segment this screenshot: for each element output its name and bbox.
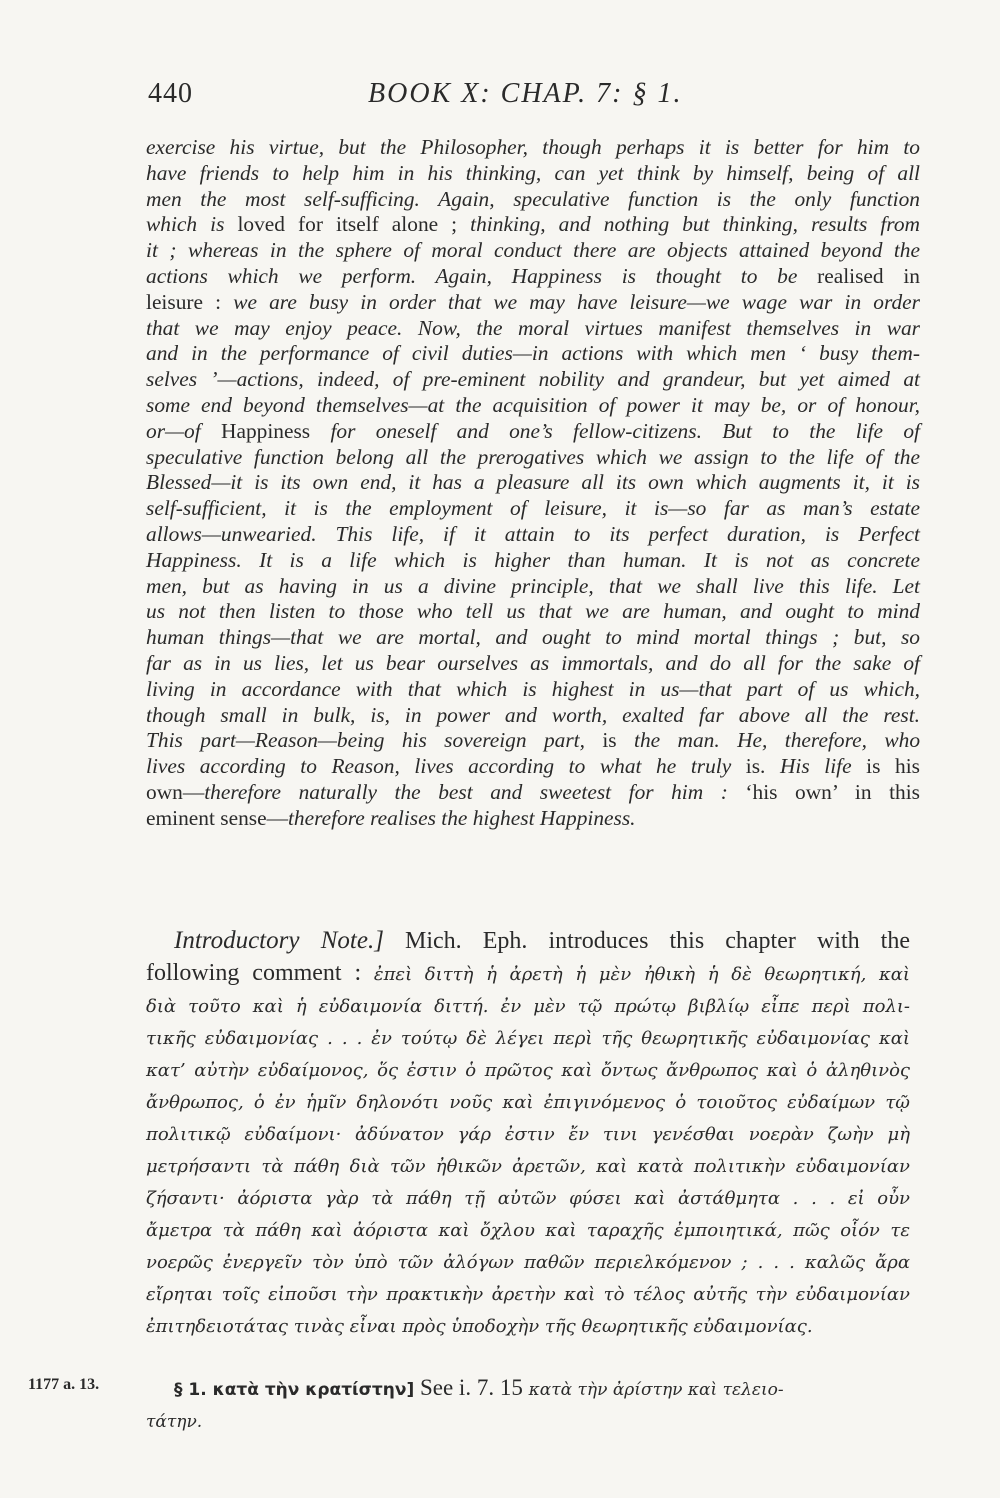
- text-line: that we may enjoy peace. Now, the moral virtues manifest themselves in war: [146, 315, 920, 340]
- greek-text: ἐπεὶ διττὴ ἡ ἀρετὴ ἡ μὲν ἠθικὴ ἡ δὲ θεωρητική, καὶ: [361, 964, 910, 985]
- text-segment: which is: [146, 212, 225, 237]
- greek-line: ἄνθρωπος, ὁ ἐν ἡμῖν δηλονότι νοῦς καὶ ἐπιγινόμενος ὁ τοιοῦτος εὐδαίμων τῷ: [146, 1092, 910, 1113]
- text-segment: eminent sense—: [146, 805, 288, 830]
- text-line: and in the performance of civil duties—in actions with which men ‘ busy them-: [146, 341, 920, 366]
- greek-line: πολιτικῷ εὐδαίμονι· ἀδύνατον γάρ ἐστιν ἔν τινι γενέσθαι νοερὰν ζωὴν μὴ: [146, 1124, 910, 1145]
- text-segment: is.: [731, 754, 780, 779]
- text-line: it ; whereas in the sphere of moral conduct there are objects attained beyond the: [146, 238, 920, 263]
- text-segment: actions which we perform. Again, Happiness is thought to be: [146, 263, 798, 288]
- note-text: Mich. Eph. introduces this chapter with the: [383, 928, 910, 954]
- lemma: § 1. κατὰ τὴν κρατίστην]: [174, 1380, 415, 1400]
- text-line: Happiness. It is a life which is higher than human. It is not as concrete: [146, 547, 920, 572]
- text-segment: we are busy in order that we may have leisure—we wage war in order: [233, 289, 920, 314]
- text-segment: His life: [779, 754, 852, 779]
- note-line: [146, 957, 910, 991]
- text-line: far as in us lies, let us bear ourselves as immortals, and do all for the sake of: [146, 650, 920, 675]
- text-line: [146, 290, 920, 316]
- page-header: [0, 78, 1000, 118]
- greek-line: τικῆς εὐδαιμονίας . . . ἐν τούτῳ δὲ λέγει περὶ τῆς θεωρητικῆς εὐδαιμονίας καὶ: [146, 1028, 910, 1049]
- greek-line: νοερῶς ἐνεργεῖν τὸν ὑπὸ τῶν ἀλόγων παθῶν περιελκόμενον ; . . . καλῶς ἄρα: [146, 1252, 910, 1273]
- text-segment: is: [584, 728, 635, 753]
- text-line: have friends to help him in his thinking, can yet think by himself, being of all: [146, 160, 920, 185]
- text-line: Blessed—it is its own end, it has a pleasure all its own which augments it, it is: [146, 470, 920, 495]
- text-line: some end beyond themselves—at the acquisition of power it may be, or of honour,: [146, 392, 920, 417]
- text-line: allows—unwearied. This life, if it attain to its perfect duration, is Perfect: [146, 521, 920, 546]
- text-segment: or—of: [146, 418, 201, 443]
- text-segment: lives according to Reason, lives according to what he truly: [146, 754, 732, 779]
- note-line: [146, 925, 910, 957]
- commentary-entry: [146, 1372, 910, 1438]
- commentary-line: [146, 1372, 910, 1406]
- greek-line: τάτην.: [146, 1412, 203, 1432]
- text-line: [146, 728, 920, 754]
- text-segment: therefore realises the highest Happiness.: [287, 805, 636, 830]
- greek-text: κατὰ τὴν ἀρίστην καὶ τελειο-: [528, 1380, 784, 1400]
- text-line: though small in bulk, is, in power and worth, exalted far above all the rest.: [146, 702, 920, 727]
- text-line: us not then listen to those who tell us that we are human, and ought to mind: [146, 599, 920, 624]
- text-segment: This part—Reason—being his sovereign part,: [146, 728, 585, 753]
- text-segment: for oneself and one’s fellow-citizens. But to the life of: [330, 418, 920, 443]
- text-segment: own—: [146, 779, 205, 804]
- text-segment: loved for itself alone ;: [224, 212, 471, 237]
- greek-line: μετρήσαντι τὰ πάθη διὰ τῶν ἠθικῶν ἀρετῶν, καὶ κατὰ πολιτικὴν εὐδαιμονίαν: [146, 1156, 910, 1177]
- running-head: BOOK X: CHAP. 7: § 1.: [368, 78, 683, 109]
- text-segment: ‘his own’ in this: [727, 779, 920, 804]
- greek-line: ζήσαντι· ἀόριστα γὰρ τὰ πάθη τῇ αὐτῶν φύσει καὶ ἀστάθμητα . . . εἰ οὖν: [146, 1188, 910, 1209]
- text-line: speculative function belong all the prerogatives which we assign to the life of the: [146, 444, 920, 469]
- text-segment: Happiness: [200, 418, 331, 443]
- text-segment: is his: [851, 754, 920, 779]
- text-line: [146, 212, 920, 238]
- note-label: Introductory Note.]: [174, 927, 384, 954]
- text-line: selves ’—actions, indeed, of pre-eminent nobility and grandeur, but yet aimed at: [146, 367, 920, 392]
- text-line: [146, 264, 920, 290]
- cross-reference: See i. 7. 15: [414, 1375, 529, 1400]
- bekker-reference: 1177 a. 13.: [28, 1376, 100, 1393]
- note-text: following comment :: [146, 960, 362, 986]
- text-segment: thinking, and nothing but thinking, results from: [470, 212, 920, 237]
- text-segment: therefore naturally the best and sweetest for him :: [204, 779, 728, 804]
- introductory-note: [146, 925, 910, 1343]
- text-line: men the most self-sufficing. Again, speculative function is the only function: [146, 186, 920, 211]
- text-line: [146, 754, 920, 780]
- greek-line: ἐπιτηδειοτάτας τινὰς εἶναι πρὸς ὑποδοχὴν τῆς θεωρητικῆς εὐδαιμονίας.: [146, 1316, 813, 1337]
- text-segment: leisure :: [146, 289, 234, 314]
- greek-line: διὰ τοῦτο καὶ ἡ εὐδαιμονία διττή. ἐν μὲν τῷ πρώτῳ βιβλίῳ εἶπε περὶ πολι-: [146, 996, 910, 1017]
- text-segment: the man. He, therefore, who: [634, 728, 921, 753]
- text-line: [146, 780, 920, 806]
- paraphrase-text: [146, 135, 920, 832]
- text-line: exercise his virtue, but the Philosopher, though perhaps it is better for him to: [146, 135, 920, 159]
- greek-line: κατ’ αὐτὴν εὐδαίμονος, ὅς ἐστιν ὁ πρῶτος καὶ ὄντως ἄνθρωπος καὶ ὁ ἀληθινὸς: [146, 1060, 910, 1081]
- page-number: 440: [148, 78, 193, 109]
- text-line: men, but as having in us a divine principle, that we shall live this life. Let: [146, 573, 920, 598]
- text-line: human things—that we are mortal, and ought to mind mortal things ; but, so: [146, 625, 920, 650]
- text-line: living in accordance with that which is highest in us—that part of us which,: [146, 676, 920, 701]
- text-line: self-sufficient, it is the employment of leisure, it is—so far as man’s estate: [146, 496, 920, 521]
- greek-line: εἴρηται τοῖς εἰποῦσι τὴν πρακτικὴν ἀρετὴν καὶ τὸ τέλος αὐτῆς τὴν εὐδαιμονίαν: [146, 1284, 910, 1305]
- text-line: [146, 806, 920, 832]
- text-segment: realised in: [797, 263, 920, 288]
- text-line: [146, 419, 920, 445]
- greek-line: ἄμετρα τὰ πάθη καὶ ἀόριστα καὶ ὄχλου καὶ ταραχῆς ἐμποιητικά, πῶς οἷόν τε: [146, 1220, 910, 1241]
